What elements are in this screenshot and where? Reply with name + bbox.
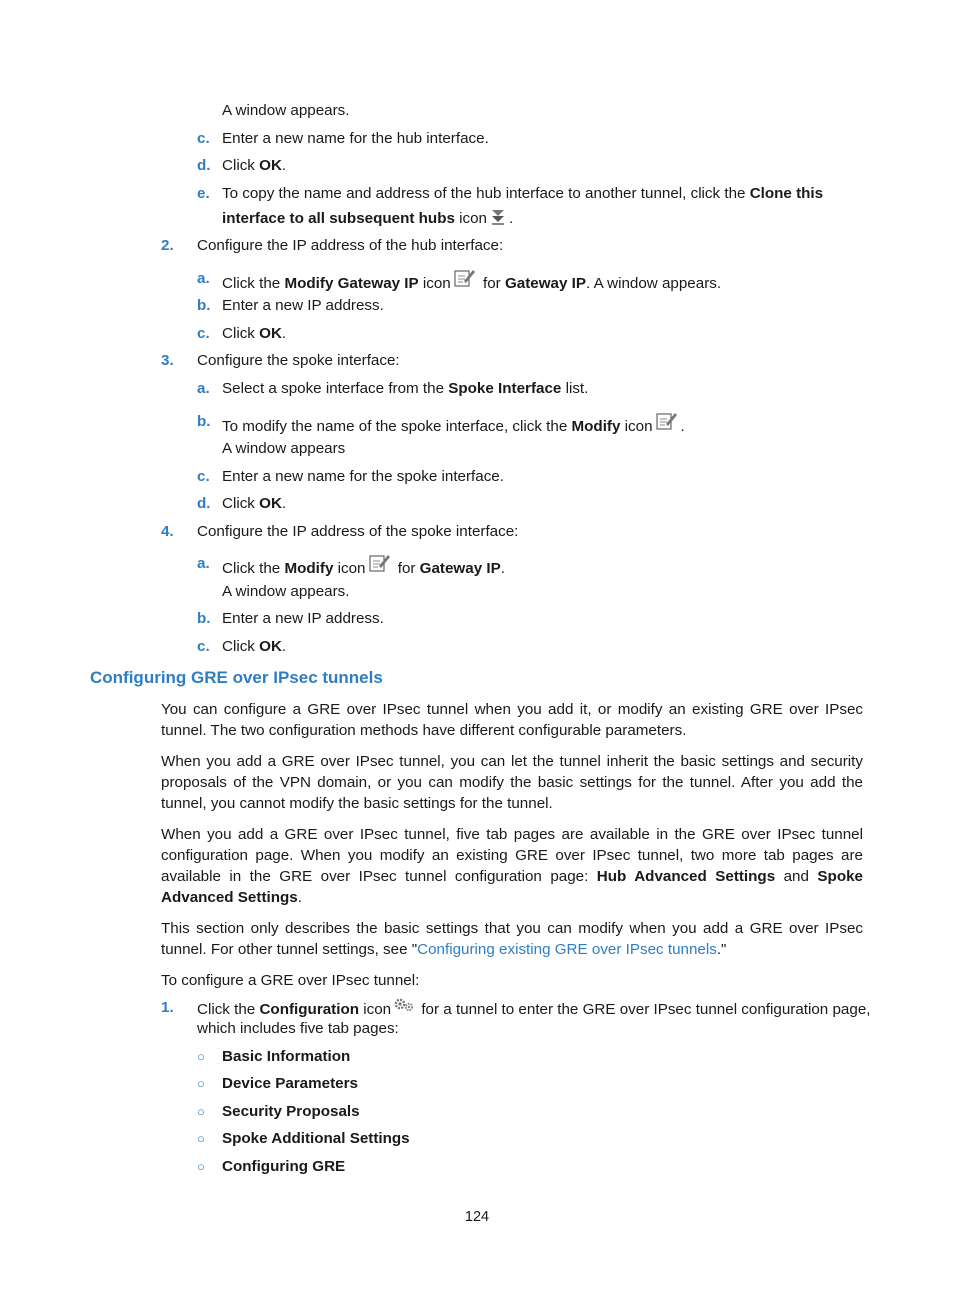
step-marker: 2.: [161, 237, 174, 254]
tab-page-device-parameters: Device Parameters: [222, 1075, 358, 1092]
paragraph: This section only describes the basic settings that you can modify when you add a GRE over IPsec tunnel. For other tunnel settings, see "Configuring existing GRE over IPsec tunnels.": [161, 920, 863, 958]
tab-page-configuring-gre: Configuring GRE: [222, 1158, 346, 1175]
window-appears-text: A window appears: [222, 440, 346, 457]
substep-text: Enter a new IP address.: [222, 610, 384, 627]
step-text: Configure the IP address of the hub interface:: [197, 237, 504, 254]
substep-text: Click OK.: [222, 325, 287, 342]
substep-text: Click the Modify icon for Gateway IP.: [222, 553, 505, 579]
step-text: which includes five tab pages:: [197, 1020, 399, 1037]
clone-down-arrow-icon: [489, 208, 507, 232]
substep-marker: c.: [197, 325, 210, 342]
substep-text: Select a spoke interface from the Spoke Interface list.: [222, 380, 589, 397]
substep-marker: c.: [197, 468, 210, 485]
substep-text: Enter a new IP address.: [222, 297, 384, 314]
bullet-marker: ○: [197, 1104, 205, 1119]
edit-icon: [453, 268, 477, 294]
tab-page-spoke-additional-settings: Spoke Additional Settings: [222, 1130, 410, 1147]
bullet-marker: ○: [197, 1076, 205, 1091]
substep-marker: c.: [197, 638, 210, 655]
substep-marker: a.: [197, 270, 210, 287]
substep-marker: e.: [197, 185, 210, 202]
gear-icon: [393, 997, 415, 1019]
step-marker: 3.: [161, 352, 174, 369]
bullet-marker: ○: [197, 1049, 205, 1064]
substep-text: Click OK.: [222, 638, 287, 655]
edit-icon: [368, 553, 392, 579]
substep-marker: a.: [197, 380, 210, 397]
page-number: 124: [464, 1209, 490, 1225]
substep-text: Click OK.: [222, 495, 287, 512]
substep-text: Enter a new name for the hub interface.: [222, 130, 489, 147]
tab-page-basic-information: Basic Information: [222, 1048, 351, 1065]
step-text: Click the Configuration icon for a tunnel to enter the GRE over IPsec tunnel configuration page,: [197, 997, 870, 1020]
paragraph: You can configure a GRE over IPsec tunnel when you add it, or modify an existing GRE over IPsec tunnel. The two configuration methods have different configurable parameters.: [161, 701, 863, 739]
substep-marker: d.: [197, 495, 211, 512]
step-marker: 4.: [161, 523, 174, 540]
substep-text: interface to all subsequent hubs icon .: [222, 208, 513, 232]
substep-marker: b.: [197, 610, 211, 627]
intro-text: To configure a GRE over IPsec tunnel:: [161, 972, 420, 989]
paragraph: When you add a GRE over IPsec tunnel, five tab pages are available in the GRE over IPsec tunnel configuration page. When you modify an existing GRE over IPsec tunnel, two more tab pages are available in the GRE over IPsec tunnel configuration page: Hub Advanced Settings and Spoke Advanced Settings.: [161, 826, 863, 906]
substep-text: Click the Modify Gateway IP icon for Gateway IP. A window appears.: [222, 268, 721, 294]
section-heading: Configuring GRE over IPsec tunnels: [90, 668, 383, 687]
paragraph: When you add a GRE over IPsec tunnel, you can let the tunnel inherit the basic settings and security proposals of the VPN domain, or you can modify the basic settings for the tunnel. After you add the tunnel, you cannot modify the basic settings for the tunnel.: [161, 753, 863, 812]
substep-marker: b.: [197, 413, 211, 430]
edit-icon: [655, 411, 679, 437]
step-text: Configure the IP address of the spoke interface:: [197, 523, 519, 540]
step-text: Configure the spoke interface:: [197, 352, 400, 369]
substep-text: To modify the name of the spoke interface, click the Modify icon .: [222, 411, 685, 437]
configuring-existing-tunnels-link[interactable]: Configuring existing GRE over IPsec tunnels: [417, 941, 717, 958]
substep-marker: a.: [197, 555, 210, 572]
substep-text: To copy the name and address of the hub interface to another tunnel, click the Clone this: [222, 185, 824, 202]
substep-marker: b.: [197, 297, 211, 314]
substep-marker: d.: [197, 157, 211, 174]
bullet-marker: ○: [197, 1159, 205, 1174]
tab-page-security-proposals: Security Proposals: [222, 1103, 360, 1120]
substep-text: Click OK.: [222, 157, 287, 174]
window-appears-text: A window appears.: [222, 583, 350, 600]
substep-text: Enter a new name for the spoke interface.: [222, 468, 504, 485]
window-appears-text: A window appears.: [222, 102, 350, 119]
bullet-marker: ○: [197, 1131, 205, 1146]
substep-marker: c.: [197, 130, 210, 147]
step-marker: 1.: [161, 999, 174, 1016]
